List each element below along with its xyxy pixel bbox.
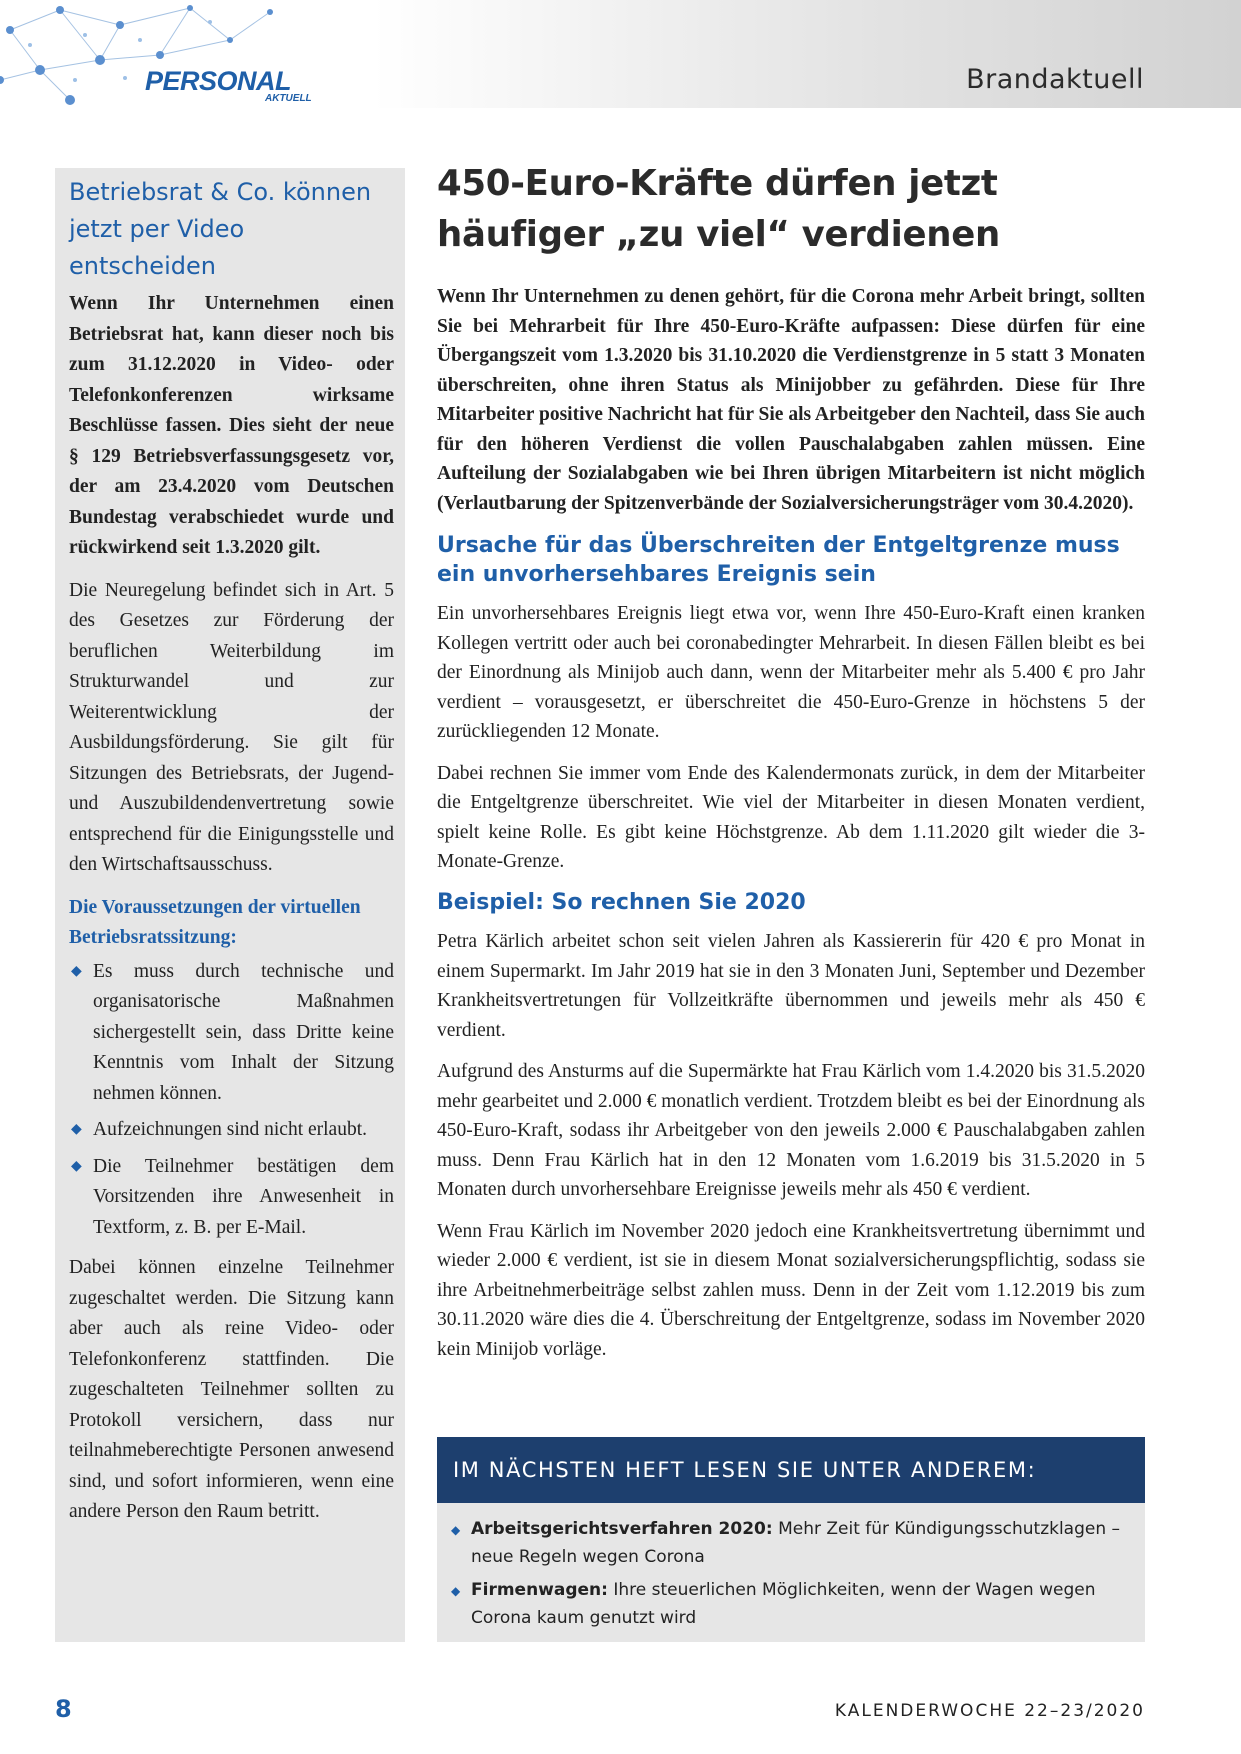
article-subheading-2: Beispiel: So rechnen Sie 2020 [437,889,806,915]
next-issue-heading: IM NÄCHSTEN HEFT LESEN SIE UNTER ANDEREM: [437,1437,1145,1503]
logo-main-text: PERSONAL [145,66,292,96]
article-subheading-1: Ursache für das Überschreiten der Entgeltgrenze muss ein unvorhersehbares Ereignis sein [437,533,1120,587]
bullet-icon: ◆ [71,963,82,979]
list-item [69,1152,394,1244]
list-item-text: Mehr Zeit für Kündigungsschutzklagen – neue Regeln wegen Corona [471,1519,1121,1567]
bullet-icon: ◆ [71,1122,82,1137]
article-lead: Wenn Ihr Unternehmen zu denen gehört, für die Corona mehr Arbeit bringt, sollten Sie bei Mehrarbeit für Ihre 450-Euro-Kräfte aufpassen: Diese dürfen für eine Übergangszeit vom 1.3.2020 bis 31.10.2020 die Verdienstgrenze in 5 statt 3 Monaten überschreiten, ohne ihren Status als Minijobber zu gefährden. Diese für Ihre Mitarbeiter positive Nachricht hat für Sie als Arbeitgeber den Nachteil, dass Sie auch für den höheren Verdienst die vollen Pauschalabgaben zahlen müssen. Eine Aufteilung der Sozialabgaben wie bei Ihren übrigen Mitarbeitern ist nicht möglich (Verlautbarung der Spitzenverbände der Sozialversicherungsträger vom 30.4.2020). [437,286,1145,514]
section-title: Brandaktuell [966,64,1144,95]
issue-label: KALENDERWOCHE 22–23/2020 [834,1701,1145,1721]
list-item [451,1576,1133,1632]
list-item-text: Ihre steuerlichen Möglichkeiten, wenn der Wagen wegen Corona kaum genutzt wird [471,1580,1096,1628]
article-paragraph-4: Aufgrund des Ansturms auf die Supermärkte hat Frau Kärlich vom 1.4.2020 bis 31.5.2020 mehr gearbeitet und 2.000 € monatlich verdient. Trotzdem bleibt es bei der Einordnung als 450-Euro-Kraft, sodass ihr Arbeitgeber von den jeweils 2.000 € Pauschalabgaben zahlen muss. Denn Frau Kärlich hat in den 12 Monaten vom 1.6.2019 bis 31.5.2020 in 5 Monaten durch unvorhersehbare Ereignisse jeweils mehr als 450 € verdient. [437,1061,1145,1200]
list-item [69,1115,394,1146]
sidebar-subheading: Die Voraussetzungen der virtuellen Betriebsratssitzung: [69,896,361,948]
article-paragraph-5: Wenn Frau Kärlich im November 2020 jedoch eine Krankheitsvertretung übernimmt und wieder 2.000 € verdient, ist sie in diesem Monat sozialversicherungspflichtig, sodass sie ihre Arbeitnehmerbeiträge selbst zahlen muss. Denn in der Zeit vom 1.12.2019 bis zum 30.11.2020 wäre dies die 4. Überschreitung der Entgeltgrenze, sodass im November 2020 kein Minijob vorläge. [437,1220,1145,1360]
list-item [69,957,394,1110]
article-title: 450-Euro-Kräfte dürfen jetzt häufiger „zu viel“ verdienen [437,163,1000,255]
sidebar-paragraph-1: Die Neuregelung befindet sich in Art. 5 des Gesetzes zur Förderung der beruflichen Weiterbildung im Strukturwandel und zur Weiterentwicklung der Ausbildungsförderung. Sie gilt für Sitzungen des Betriebsrats, der Jugend- und Auszubildendenvertretung sowie entsprechend für die Einigungsstelle und den Wirtschaftsausschuss. [69,579,394,875]
sidebar-title: Betriebsrat & Co. können jetzt per Video entscheiden [69,178,372,280]
sidebar-bullet-list [69,957,394,1244]
logo-sub-text: AKTUELL [265,93,312,104]
sidebar-paragraph-2: Dabei können einzelne Teilnehmer zugeschaltet werden. Die Sitzung kann aber auch als reine Video- oder Telefonkonferenz stattfinden. Die zugeschalteten Teilnehmer sollten zu Protokoll versichern, dass nur teilnahmeberechtigte Personen anwesend sind, und sofort informieren, wenn eine andere Person den Raum betritt. [69,1257,394,1522]
list-item-bold: Arbeitsgerichtsverfahren 2020: [471,1519,773,1539]
list-item [451,1515,1133,1571]
bullet-icon: ◆ [451,1523,461,1537]
list-item-bold: Firmenwagen: [471,1580,608,1600]
article-paragraph-1: Ein unvorhersehbares Ereignis liegt etwa vor, wenn Ihre 450-Euro-Kraft einen kranken Kollegen vertritt oder auch bei coronabedingter Mehrarbeit. In diesen Fällen bleibt es bei der Einordnung als Minijob auch dann, wenn der Mitarbeiter mehr als 5.400 € pro Jahr verdient – vorausgesetzt, er überschreitet die 450-Euro-Grenze in höchstens 5 der zurückliegenden 12 Monate. [437,603,1145,742]
list-item-text: Die Teilnehmer bestätigen dem Vorsitzenden ihre Anwesenheit in Textform, z. B. per E-Mail. [93,1155,394,1238]
sidebar-box [55,168,405,1642]
bullet-icon: ◆ [71,1158,82,1174]
publication-logo [145,66,312,104]
list-item-text: Aufzeichnungen sind nicht erlaubt. [93,1119,367,1140]
article-paragraph-2: Dabei rechnen Sie immer vom Ende des Kalendermonats zurück, in dem der Mitarbeiter die Entgeltgrenze überschreitet. Wie viel der Mitarbeiter in diesen Monaten verdient, spielt keine Rolle. Es gibt keine Höchstgrenze. Ab dem 1.11.2020 gilt wieder die 3-Monate-Grenze. [437,762,1145,872]
article-paragraph-3: Petra Kärlich arbeitet schon seit vielen Jahren als Kassiererin für 420 € pro Monat in einem Supermarkt. Im Jahr 2019 hat sie in den 3 Monaten Juni, September und Dezember Krankheitsvertretungen für Vollzeitkräfte übernommen und jeweils mehr als 450 € verdient. [437,931,1145,1041]
list-item-text: Es muss durch technische und organisatorische Maßnahmen sichergestellt sein, dass Dritte keine Kenntnis vom Inhalt der Sitzung nehmen können. [93,960,394,1104]
main-article [437,158,1145,1376]
next-issue-box [437,1437,1145,1642]
page-number: 8 [55,1695,72,1723]
next-issue-list [437,1515,1145,1632]
sidebar-lead: Wenn Ihr Unternehmen einen Betriebsrat hat, kann dieser noch bis zum 31.12.2020 in Video- oder Telefonkonferenzen wirksame Beschlüsse fassen. Dies sieht der neue § 129 Betriebsverfassungsgesetz vor, der am 23.4.2020 vom Deutschen Bundestag verabschiedet wurde und rückwirkend seit 1.3.2020 gilt. [69,293,394,558]
bullet-icon: ◆ [451,1584,461,1598]
